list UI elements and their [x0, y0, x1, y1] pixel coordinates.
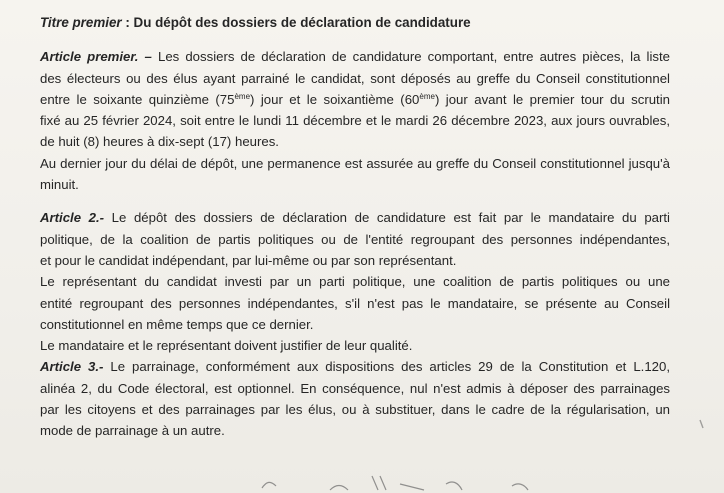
- article-1-para-2-line-1: Au dernier jour du délai de dépôt, une permanence est assurée au greffe du Conseil constitutionnel jusqu'à: [40, 155, 670, 171]
- article-1-line-2: des électeurs ou des élus ayant parrainé le candidat, sont déposés au greffe du Conseil constitutionnel: [40, 70, 670, 86]
- article-3-line-1: Article 3.- Le parrainage, conformément aux dispositions des articles 29 de la Constitution et L.120,: [40, 359, 670, 375]
- article-2-para-3: Le mandataire et le représentant doivent justifier de leur qualité.: [40, 338, 413, 354]
- article-3-line-2: alinéa 2, du Code électoral, est optionnel. En conséquence, nul n'est admis à déposer des parrainages: [40, 380, 670, 396]
- article-1-label: Article premier. –: [40, 49, 152, 65]
- article-1-line-1: Article premier. – Les dossiers de déclaration de candidature comportant, entre autres pièces, la liste: [40, 49, 670, 65]
- article-3-label: Article 3.-: [40, 359, 104, 375]
- article-2-line-2: politique, de la coalition de partis politiques ou de l'entité regroupant des personnes indépendantes,: [40, 231, 670, 247]
- article-1-line-5: de huit (8) heures à dix-sept (17) heures.: [40, 134, 279, 150]
- article-2-line-3: et pour le candidat indépendant, par lui-même ou par son représentant.: [40, 252, 457, 268]
- article-1-line-3: entre le soixante quinzième (75ème) jour et le soixantième (60ème) jour avant le premier tour du scrutin: [40, 91, 670, 107]
- article-2-line-1: Article 2.- Le dépôt des dossiers de déclaration de candidature est fait par le mandataire du parti: [40, 210, 670, 226]
- article-3-line-3: par les citoyens et des parrainages par les élus, ou à substituer, dans le cadre de la régularisation, un: [40, 402, 670, 418]
- article-3-line-4: mode de parrainage à un autre.: [40, 423, 225, 439]
- section-title-text: : Du dépôt des dossiers de déclaration de candidature: [121, 15, 471, 30]
- article-1-line-4: fixé au 25 février 2024, soit entre le lundi 11 décembre et le mardi 26 décembre 2023, aux jours ouvrables,: [40, 113, 670, 129]
- article-2-para-2-line-2: entité regroupant des personnes indépendantes, s'il n'est pas le mandataire, se présente au Conseil: [40, 295, 670, 311]
- article-1-para-2-line-2: minuit.: [40, 177, 79, 193]
- section-title-label: Titre premier: [40, 15, 122, 30]
- article-2-para-2-line-3: constitutionnel en même temps que ce dernier.: [40, 316, 314, 332]
- article-2-label: Article 2.-: [40, 210, 105, 226]
- article-2-para-2-line-1: Le représentant du candidat investi par un parti politique, une coalition de partis politiques ou une: [40, 274, 670, 290]
